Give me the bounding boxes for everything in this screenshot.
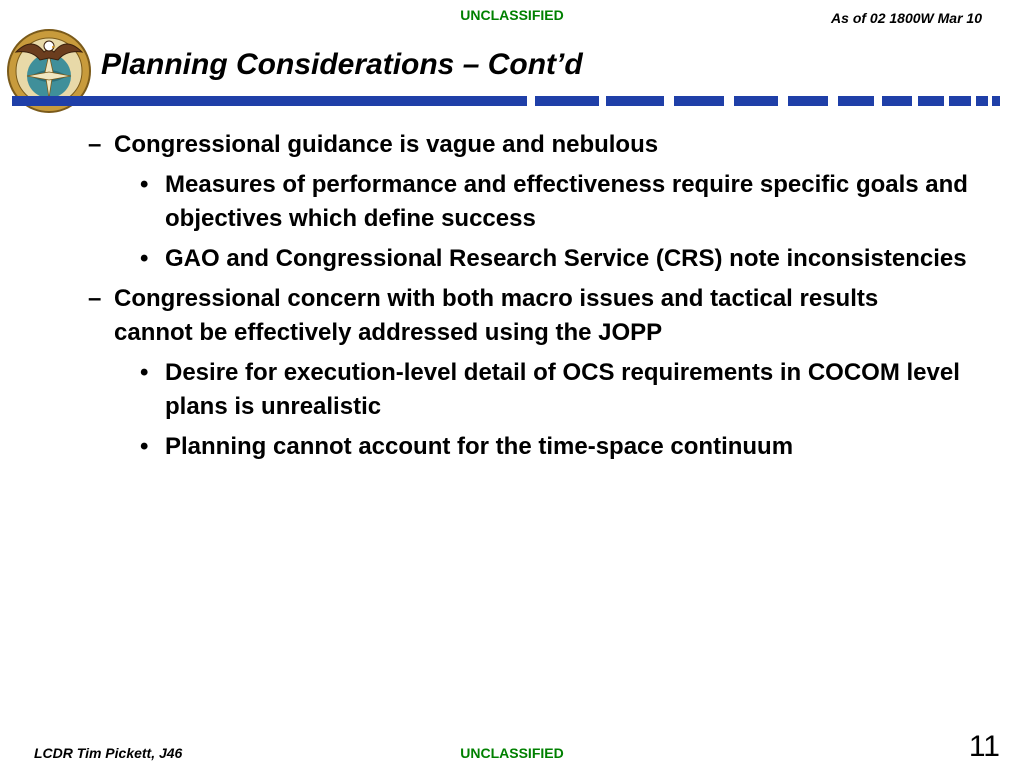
page-number: 11	[968, 730, 1000, 763]
classification-banner-top: UNCLASSIFIED	[460, 7, 564, 23]
bullet-marker: •	[140, 171, 149, 198]
sub-bullet-item	[0, 242, 985, 276]
title-underline-bar	[12, 96, 1002, 106]
sub-bullet-text: GAO and Congressional Research Service (CRS) note inconsistencies	[165, 245, 967, 272]
dash-marker: –	[88, 285, 102, 312]
bullet-item	[0, 282, 934, 350]
slide-body	[0, 128, 1024, 470]
bullet-text: Congressional concern with both macro issues and tactical results cannot be effectively addressed using the JOPP	[114, 285, 879, 346]
sub-bullet-text: Desire for execution-level detail of OCS requirements in COCOM level plans is unrealistic	[165, 359, 960, 420]
sub-bullet-text: Planning cannot account for the time-space continuum	[165, 433, 794, 460]
sub-bullet-item	[0, 430, 985, 464]
page-title: Planning Considerations – Cont’d	[101, 48, 583, 81]
bullet-marker: •	[140, 245, 149, 272]
sub-bullet-item	[0, 356, 985, 424]
sub-bullet-text: Measures of performance and effectiveness require specific goals and objectives which define success	[165, 171, 968, 232]
bullet-marker: •	[140, 359, 149, 386]
date-stamp: As of 02 1800W Mar 10	[831, 10, 982, 26]
classification-banner-bottom: UNCLASSIFIED	[460, 745, 564, 761]
bullet-item	[0, 128, 934, 162]
dash-marker: –	[88, 131, 102, 158]
footer-author: LCDR Tim Pickett, J46	[34, 745, 183, 761]
bullet-text: Congressional guidance is vague and nebulous	[114, 131, 659, 158]
sub-bullet-item	[0, 168, 985, 236]
bullet-marker: •	[140, 433, 149, 460]
